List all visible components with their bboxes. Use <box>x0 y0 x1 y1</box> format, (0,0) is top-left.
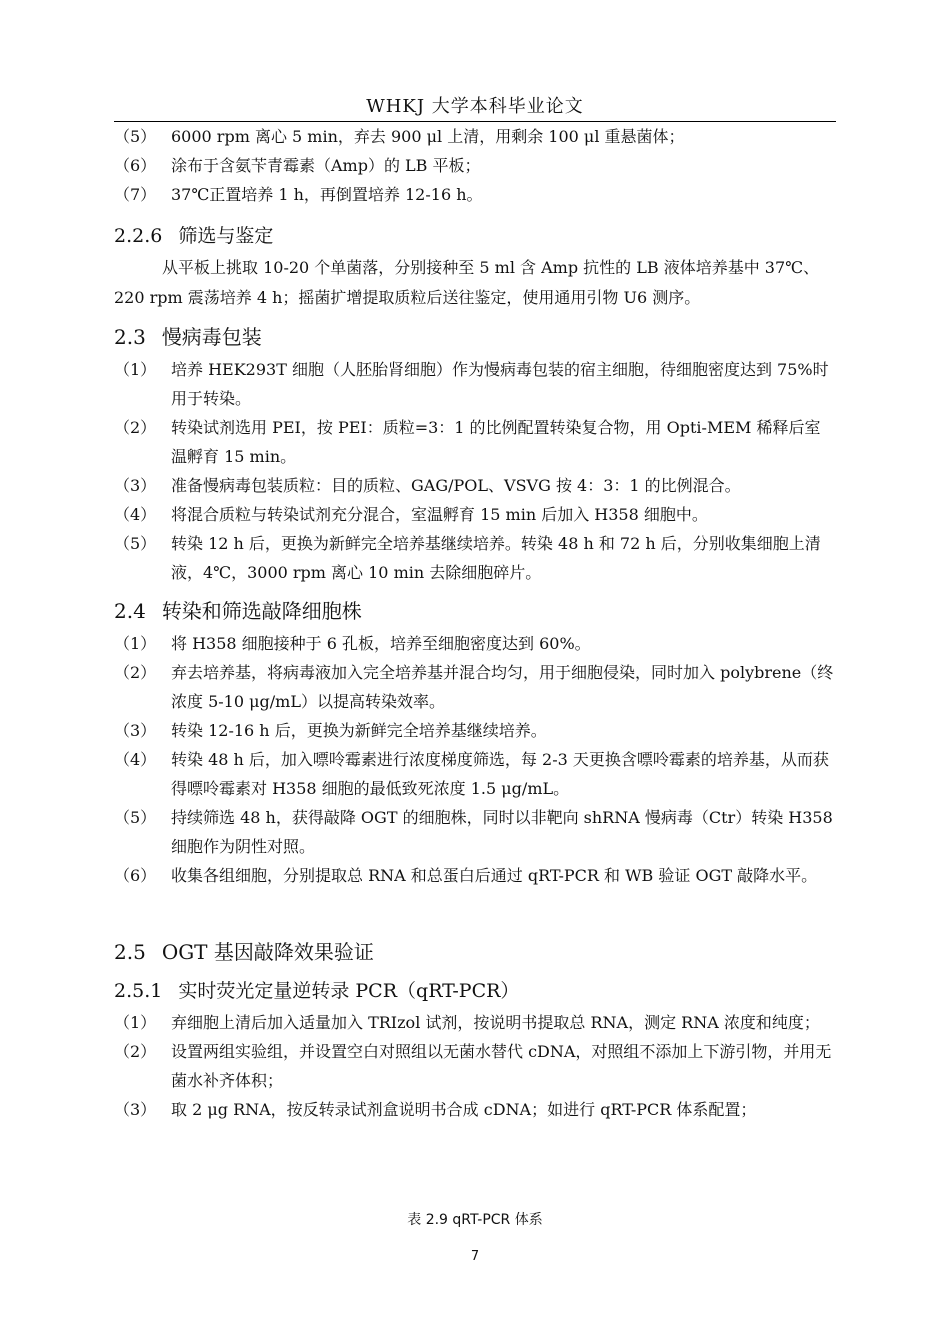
list-item <box>114 1095 836 1124</box>
list-item-number: （5） <box>114 127 157 146</box>
list-item-text: 准备慢病毒包装质粒：目的质粒、GAG/POL、VSVG 按 4：3：1 的比例混合。 <box>171 476 741 495</box>
list-item <box>114 861 836 890</box>
list-item-number: （6） <box>114 866 157 885</box>
section-title: 筛选与鉴定 <box>178 225 274 247</box>
list-item-text: 收集各组细胞，分别提取总 RNA 和总蛋白后通过 qRT-PCR 和 WB 验证 OGT 敲降水平。 <box>171 866 818 885</box>
section-number: 2.4 <box>114 599 146 623</box>
list-item-text: 将混合质粒与转染试剂充分混合，室温孵育 15 min 后加入 H358 细胞中。 <box>171 505 708 524</box>
section-title: 转染和筛选敲降细胞株 <box>161 599 362 623</box>
list-item-text: 转染 12 h 后，更换为新鲜完全培养基继续培养。转染 48 h 和 72 h 后，分别收集细胞上清液，4℃，3000 rpm 离心 10 min 去除细胞碎片。 <box>171 534 821 582</box>
section-heading-2-5 <box>114 934 836 970</box>
section-title: 慢病毒包装 <box>161 325 262 349</box>
page-header: WHKJ 大学本科毕业论文 <box>366 96 584 117</box>
list-item <box>114 413 836 471</box>
list-item-number: （4） <box>114 750 157 769</box>
list-item <box>114 629 836 658</box>
list-item-number: （4） <box>114 505 157 524</box>
list-item <box>114 658 836 716</box>
section-number: 2.2.6 <box>114 225 163 247</box>
list-item-number: （5） <box>114 808 157 827</box>
list-item-text: 转染 48 h 后，加入嘌呤霉素进行浓度梯度筛选，每 2-3 天更换含嘌呤霉素的培养基，从而获得嘌呤霉素对 H358 细胞的最低致死浓度 1.5 μg/mL。 <box>171 750 829 798</box>
section-number: 2.3 <box>114 325 146 349</box>
list-item <box>114 745 836 803</box>
list-item-text: 弃去培养基，将病毒液加入完全培养基并混合均匀，用于细胞侵染，同时加入 polybrene（终浓度 5-10 μg/mL）以提高转染效率。 <box>171 663 834 711</box>
list-item-text: 6000 rpm 离心 5 min，弃去 900 μl 上清，用剩余 100 μl 重悬菌体； <box>171 127 685 146</box>
list-item <box>114 716 836 745</box>
list-item-text: 涂布于含氨苄青霉素（Amp）的 LB 平板； <box>171 156 481 175</box>
list-item-text: 设置两组实验组，并设置空白对照组以无菌水替代 cDNA，对照组不添加上下游引物，并用无菌水补齐体积； <box>171 1042 832 1090</box>
list-item-text: 持续筛选 48 h，获得敲降 OGT 的细胞株，同时以非靶向 shRNA 慢病毒（Ctr）转染 H358 细胞作为阴性对照。 <box>171 808 833 856</box>
list-item-number: （2） <box>114 1042 157 1061</box>
list-item-number: （6） <box>114 156 157 175</box>
list-item <box>114 1037 836 1095</box>
list-item-text: 弃细胞上清后加入适量加入 TRIzol 试剂，按说明书提取总 RNA，测定 RNA 浓度和纯度； <box>171 1013 820 1032</box>
list-item <box>114 529 836 587</box>
list-item-text: 转染 12-16 h 后，更换为新鲜完全培养基继续培养。 <box>171 721 547 740</box>
page-body <box>114 122 836 1124</box>
section-heading-2-4 <box>114 593 836 629</box>
section-heading-2-5-1 <box>114 974 836 1008</box>
list-item <box>114 803 836 861</box>
list-item-number: （2） <box>114 663 157 682</box>
list-item-number: （5） <box>114 534 157 553</box>
list-item-text: 转染试剂选用 PEI，按 PEI：质粒=3：1 的比例配置转染复合物，用 Opti-MEM 稀释后室温孵育 15 min。 <box>171 418 821 466</box>
list-item <box>114 471 836 500</box>
section-title: 实时荧光定量逆转录 PCR（qRT-PCR） <box>178 980 520 1002</box>
list-item-text: 取 2 μg RNA，按反转录试剂盒说明书合成 cDNA；如进行 qRT-PCR 体系配置； <box>171 1100 757 1119</box>
list-item-number: （2） <box>114 418 157 437</box>
page-number: 7 <box>470 1249 480 1264</box>
list-item-text: 培养 HEK293T 细胞（人胚胎肾细胞）作为慢病毒包装的宿主细胞，待细胞密度达到 75%时用于转染。 <box>171 360 829 408</box>
table-caption: 表 2.9 qRT-PCR 体系 <box>407 1212 543 1228</box>
list-item-text: 将 H358 细胞接种于 6 孔板，培养至细胞密度达到 60%。 <box>171 634 591 653</box>
list-item-number: （3） <box>114 476 157 495</box>
section-title: OGT 基因敲降效果验证 <box>161 940 374 964</box>
list-item-number: （3） <box>114 1100 157 1119</box>
list-item <box>114 500 836 529</box>
section-heading-2-2-6 <box>114 219 836 253</box>
list-item <box>114 1008 836 1037</box>
list-item <box>114 355 836 413</box>
section-number: 2.5.1 <box>114 980 163 1002</box>
list-item-number: （7） <box>114 185 157 204</box>
list-item <box>114 151 836 180</box>
list-item-number: （1） <box>114 1013 157 1032</box>
section-heading-2-3 <box>114 319 836 355</box>
list-item-number: （1） <box>114 634 157 653</box>
list-item-text: 37℃正置培养 1 h，再倒置培养 12-16 h。 <box>171 185 483 204</box>
paragraph: 从平板上挑取 10-20 个单菌落，分别接种至 5 ml 含 Amp 抗性的 LB 液体培养基中 37℃、220 rpm 震荡培养 4 h；摇菌扩增提取质粒后送往鉴定，使用通用引物 U6 测序。 <box>114 258 820 307</box>
list-item-number: （3） <box>114 721 157 740</box>
section-number: 2.5 <box>114 940 146 964</box>
list-item <box>114 180 836 209</box>
list-item-number: （1） <box>114 360 157 379</box>
list-item <box>114 122 836 151</box>
